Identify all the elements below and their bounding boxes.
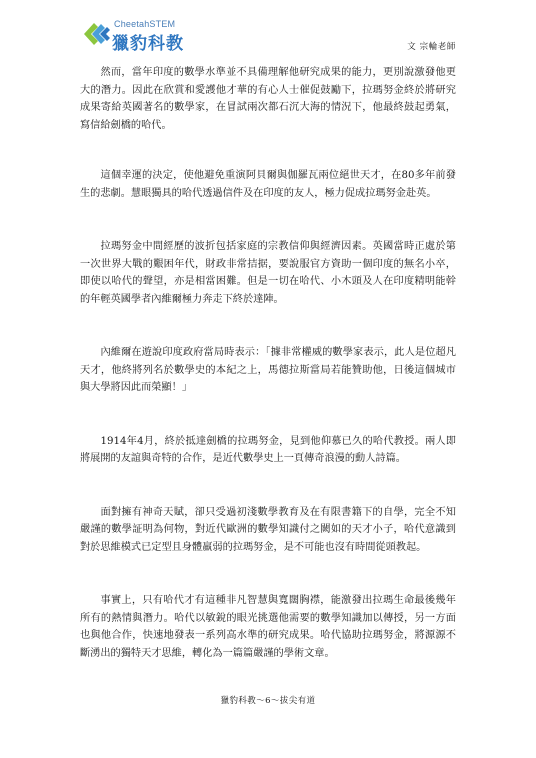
article-body: [80, 64, 456, 662]
paragraph-5: 1914年4月，終於抵達劍橋的拉瑪努金，見到他仰慕已久的哈代教授。兩人即將展開的友誼與奇特的合作，是近代數學史上一頁傳奇浪漫的動人詩篇。: [80, 435, 456, 464]
logo-chinese-text: 獵豹科教: [112, 34, 184, 54]
paragraph-7: 事實上，只有哈代才有這種非凡智慧與寬闊胸襟，能激發出拉瑪生命最後幾年所有的熱情與潛力。哈代以敏銳的眼光挑選他需要的數學知識加以傳授，另一方面也與他合作，快速地發表一系列高水準的研究成果。哈代協助拉瑪努金，將源源不斷湧出的獨特天才思維，轉化為一篇篇嚴謹的學術文章。: [80, 595, 456, 659]
paragraph-2: 這個幸運的決定，使他避免重演阿貝爾與伽羅瓦兩位絕世天才，在80多年前發生的悲劇。慧眼獨具的哈代透過信件及在印度的友人，極力促成拉瑪努金赴英。: [80, 170, 456, 199]
paragraph-6: 面對擁有神奇天賦，卻只受過初淺數學教育及在有限書籍下的自學，完全不知嚴謹的數學証明為何物，對近代歐洲的數學知識付之闕如的天才小子，哈代意識到對於思維模式已定型且身體羸弱的拉瑪努金，是不可能也沒有時間從頭教起。: [80, 506, 456, 553]
logo-english-text: CheetahSTEM: [114, 19, 176, 29]
page-footer: 獵豹科教～6～拔尖有道: [220, 696, 316, 706]
author-credit: 文 宗輪老師: [407, 42, 456, 52]
paragraph-4: 內維爾在遊說印度政府當局時表示：「據非常權威的數學家表示，此人是位超凡天才，他終將列名於數學史的本紀之上，馬德拉斯當局若能贊助他，日後這個城市與大學將因此而榮顯！」: [80, 347, 456, 393]
cheetah-logo-icon: [80, 18, 112, 50]
logo: [80, 18, 200, 52]
page-header: [0, 0, 536, 62]
paragraph-3: 拉瑪努金中間經歷的波折包括家庭的宗教信仰與經濟因素。英國當時正處於第一次世界大戰的艱困年代，財政非常拮据，要說服官方資助一個印度的無名小卒，即使以哈代的聲望，亦是相當困難。但是一切在哈代、小木頭及人在印度精明能幹的年輕英國學者內維爾極力奔走下終於達陣。: [80, 241, 456, 305]
paragraph-1: 然而，當年印度的數學水準並不具備理解他研究成果的能力，更別說激發他更大的潛力。因此在欣賞和愛護他才華的有心人士催促鼓勵下，拉瑪努金終於將研究成果寄給英國著名的數學家，在冒試兩次都石沉大海的情況下，他最終鼓起勇氣，寫信給劍橋的哈代。: [80, 67, 456, 131]
